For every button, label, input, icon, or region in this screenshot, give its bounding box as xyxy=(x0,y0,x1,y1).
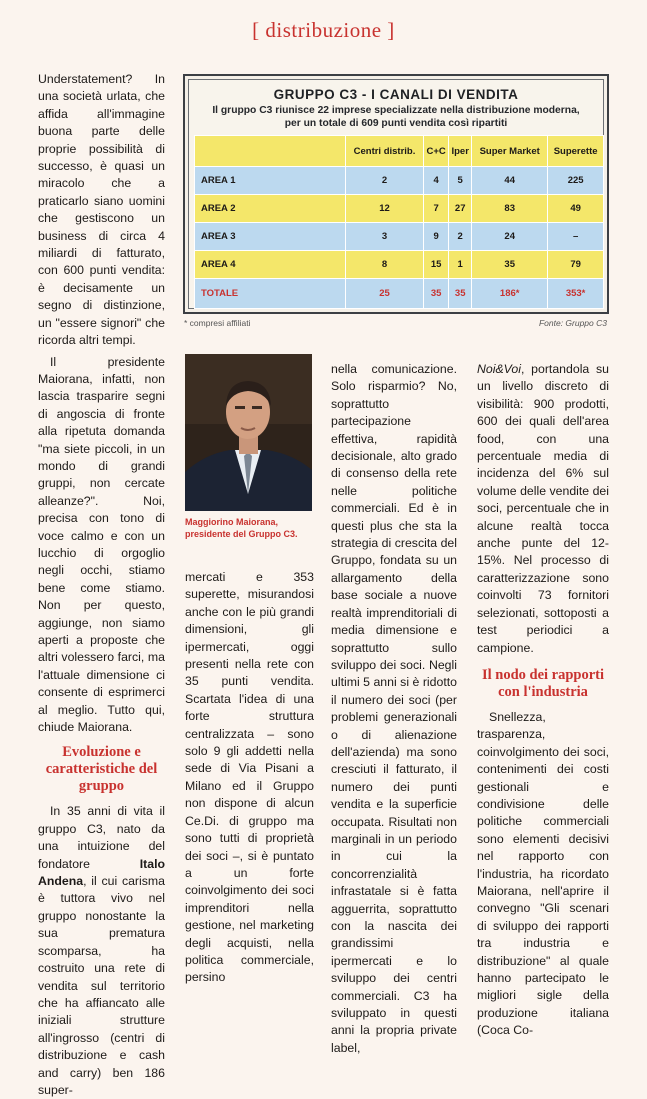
table-cell: 186* xyxy=(472,279,548,309)
photo-caption: Maggiorino Maiorana, presidente del Gruppo C3. xyxy=(185,517,298,539)
paragraph: Il presidente Maiorana, infatti, non lascia trasparire segni di angoscia di fronte alla ripetuta domanda "ma siete piccoli, in un mondo di grandi gruppi, non cercate alleanze?". Noi, precisa con tono di voce calmo e con un lucchio di orgoglio negli occhi, stiamo bene come stiamo. Non per questo, aggiunge, non siamo aperti a proposte che altri volessero farci, ma l'attuale dimensione ci consente di esprimerci al meglio. Tutto qui, chiude Maiorana. xyxy=(38,354,165,735)
table-cell: 4 xyxy=(424,167,449,195)
row-label: AREA 3 xyxy=(195,223,346,251)
header-cell: Centri distrib. xyxy=(346,136,424,167)
table-total-row xyxy=(195,279,604,309)
table-cell: 1 xyxy=(449,251,472,279)
table-cell: 2 xyxy=(346,167,424,195)
table-cell: 353* xyxy=(548,279,604,309)
article-column-2 xyxy=(185,569,314,987)
paragraph: mercati e 353 superette, misurandosi anche con le più grandi dimensioni, gli ipermercati, oggi presenti nella rete con 35 punti vendita. Scartata l'idea di una forte struttura centralizzata – sono solo 9 gli addetti nella sede di Via Pisani a Milano ed il Gruppo non dispone di alcun Ce.Di. di gruppo ma sono tutti di proprietà dei soci –, si è puntato a un forte coinvolgimento dei soci imprenditori nella gestione, nel marketing degli acquisti, nella politica commerciale, persino xyxy=(185,570,314,985)
table-cell: 25 xyxy=(346,279,424,309)
section-title: [ distribuzione ] xyxy=(252,18,395,42)
table-subtitle-line-1: Il gruppo C3 riunisce 22 imprese specializzate nella distribuzione moderna, xyxy=(212,105,580,116)
header-cell: C+C xyxy=(424,136,449,167)
paragraph xyxy=(477,361,609,657)
table-cell: 2 xyxy=(449,223,472,251)
row-label: TOTALE xyxy=(195,279,346,309)
table-source: Fonte: Gruppo C3 xyxy=(538,318,607,328)
table-cell: 35 xyxy=(449,279,472,309)
row-label: AREA 1 xyxy=(195,167,346,195)
table-cell: 79 xyxy=(548,251,604,279)
table-cell: 5 xyxy=(449,167,472,195)
paragraph: Snellezza, trasparenza, coinvolgimento dei soci, contenimenti dei costi gestionali e condivisione delle politiche commerciali sono elementi decisivi nel rapporto con l'industria, ha ricordato Maiorana, nell'aprire il convegno "Gli scenari di sviluppo dei rapporti tra industria e distribuzione" al quale hanno partecipato le migliori sigle della produzione italiana (Coca Co- xyxy=(477,709,609,1038)
table-cell: 12 xyxy=(346,195,424,223)
table-row xyxy=(195,223,604,251)
article-column-3 xyxy=(331,361,457,1057)
table-row xyxy=(195,195,604,223)
subheading-evoluzione: Evoluzione e caratteristiche del gruppo xyxy=(45,744,158,795)
private-label-name: Noi&Voi xyxy=(477,362,521,376)
table-subtitle xyxy=(189,104,603,130)
table-cell: 83 xyxy=(472,195,548,223)
table-cell: 44 xyxy=(472,167,548,195)
subheading-rapporti-industria: Il nodo dei rapporti con l'industria xyxy=(481,666,605,700)
table-footnote: * compresi affiliati xyxy=(184,318,251,328)
article-column-1 xyxy=(38,71,165,1099)
portrait-illustration xyxy=(185,354,312,511)
paragraph: nella comunicazione. Solo risparmio? No, soprattutto partecipazione effettiva, rapidità decisionale, alto grado di consenso della rete nelle politiche commerciali. Ed è in questi plus che sta la strategia di crescita del Gruppo, fondata su un allargamento della base sociale a nuove realtà imprenditoriali di media dimensione e soprattutto sullo sviluppo dei soci. Negli ultimi 5 anni si è ridotto il numero dei soci (per problemi generazionali o di alienazione dell'azienda) ma sono cresciuti il fatturato, il numero dei punti vendita e la superficie occupata. Risultati non marginali in un periodo in cui la concorrenzialità infrastatale si è fatta agguerrita, soprattutto con la nascita dei grandissimi ipermercati e lo sviluppo dei centri commerciali. C3 ha sviluppato in questi anni la propria private label, xyxy=(331,362,457,1055)
row-label: AREA 4 xyxy=(195,251,346,279)
header-cell xyxy=(195,136,346,167)
table-cell: – xyxy=(548,223,604,251)
text-run: In 35 anni di vita il gruppo C3, nato da una intuizione del fondatore xyxy=(38,804,165,871)
paragraph xyxy=(38,803,165,1099)
table-cell: 7 xyxy=(424,195,449,223)
paragraph: Understatement? In una società urlata, che affida all'immagine buona parte delle proprie possibilità di successo, è quasi un miracolo che a praticarlo siano uomini che gestiscono un business di circa 4 miliardi di fatturato, con 600 punti vendita: è decisamente un segno di distinzione, un "essere signori" che ricorda altri tempi. xyxy=(38,72,165,348)
table-row xyxy=(195,167,604,195)
table-header-row xyxy=(195,136,604,167)
table-title: GRUPPO C3 - I CANALI DI VENDITA xyxy=(273,87,519,102)
article-column-4 xyxy=(477,361,609,1040)
table-cell: 225 xyxy=(548,167,604,195)
sales-channels-table-box xyxy=(183,74,609,314)
table-cell: 49 xyxy=(548,195,604,223)
founder-name: Italo Andena xyxy=(38,856,165,889)
text-run: , il cui carisma è tuttora vivo nel gruppo nonostante la sua prematura scomparsa, ha costruito una rete di vendita sul territorio che ha affiancato alle iniziali strutture all'ingrosso (centri di distribuzione e cash and carry) ben 186 super- xyxy=(38,874,165,1097)
table-cell: 24 xyxy=(472,223,548,251)
table-frame xyxy=(188,79,604,309)
header-cell: Super Market xyxy=(472,136,548,167)
table-cell: 35 xyxy=(472,251,548,279)
table-row xyxy=(195,251,604,279)
table-cell: 35 xyxy=(424,279,449,309)
table-cell: 27 xyxy=(449,195,472,223)
text-run: , portandola su un livello discreto di visibilità: 900 prodotti, 600 dei quali dell'area food, con una percentuale media di incidenza del 6% sul volume delle vendite dei soci, percentuale che in alcune realtà tocca anche punte del 12-15%. Nel processo di caratterizzazione sono coinvolti 73 fornitori selezionati, sottoposti a test periodici a campione. xyxy=(477,362,609,655)
table-cell: 15 xyxy=(424,251,449,279)
header-cell: Superette xyxy=(548,136,604,167)
row-label: AREA 2 xyxy=(195,195,346,223)
president-photo xyxy=(185,354,312,511)
table-subtitle-line-2: per un totale di 609 punti vendita così ripartiti xyxy=(284,118,508,129)
sales-channels-table xyxy=(194,135,604,309)
table-cell: 9 xyxy=(424,223,449,251)
table-cell: 3 xyxy=(346,223,424,251)
table-cell: 8 xyxy=(346,251,424,279)
header-cell: Iper xyxy=(449,136,472,167)
